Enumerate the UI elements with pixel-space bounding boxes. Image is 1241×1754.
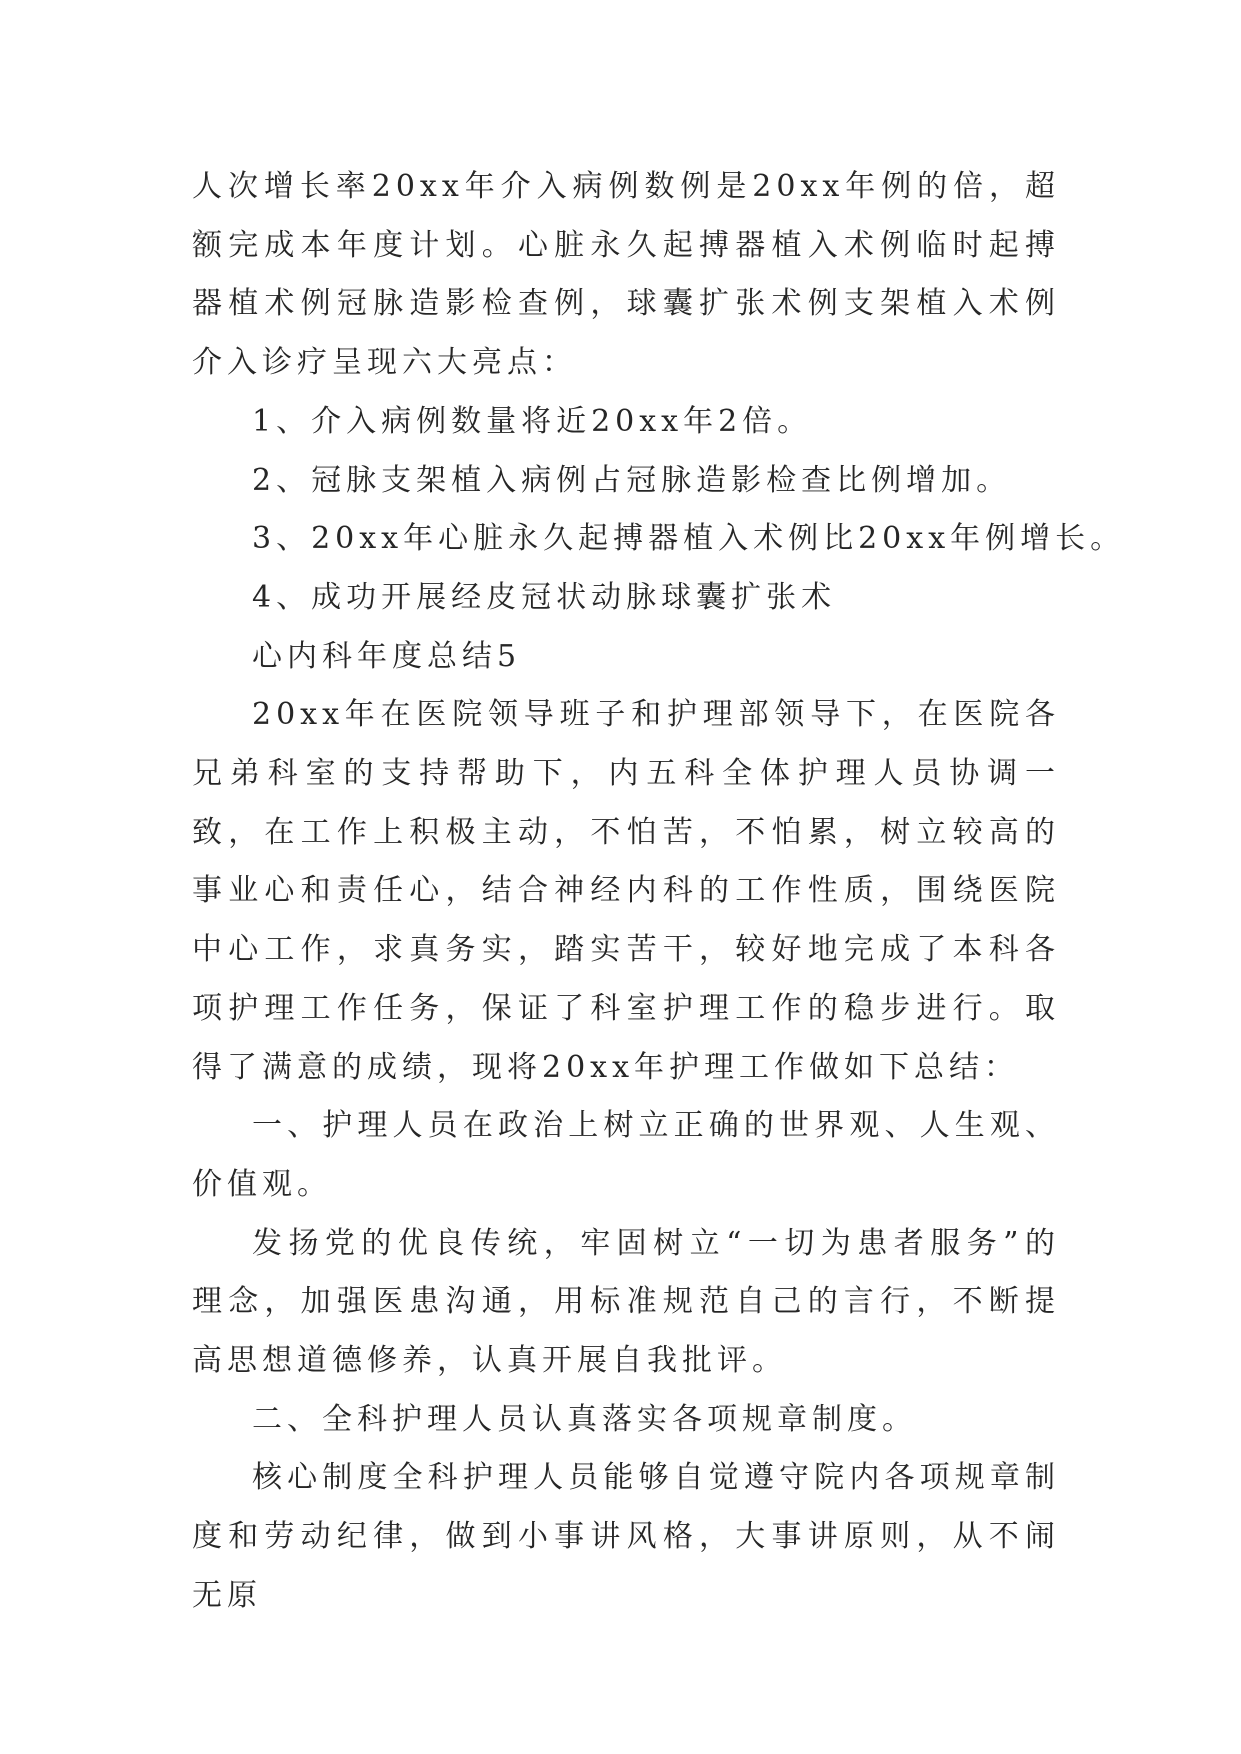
list-item-2: 2、冠脉支架植入病例占冠脉造影检查比例增加。: [252, 462, 1012, 498]
document-body: [192, 158, 1126, 1626]
list-item-3: 3、20xx年心脏永久起搏器植入术例比20xx年例增长。: [252, 521, 1126, 557]
paragraph-party-tradition: 发扬党的优良传统，牢固树立“一切为患者服务”的理念，加强医患沟通，用标准规范自己的言行，不断提高思想道德修养，认真开展自我批评。: [192, 1225, 1060, 1379]
section-heading: 心内科年度总结5: [252, 638, 522, 674]
paragraph-core-rules: 核心制度全科护理人员能够自觉遵守院内各项规章制度和劳动纪律，做到小事讲风格，大事讲原则，从不闹无原: [192, 1460, 1060, 1613]
list-item-4: 4、成功开展经皮冠状动脉球囊扩张术: [252, 579, 837, 615]
paragraph-point-2: 二、全科护理人员认真落实各项规章制度。: [252, 1401, 917, 1437]
paragraph-intro: 20xx年在医院领导班子和护理部领导下，在医院各兄弟科室的支持帮助下，内五科全体护理人员协调一致，在工作上积极主动，不怕苦，不怕累，树立较高的事业心和责任心，结合神经内科的工作性质，围绕医院中心工作，求真务实，踏实苦干，较好地完成了本科各项护理工作任务，保证了科室护理工作的稳步进行。取得了满意的成绩，现将20xx年护理工作做如下总结：: [192, 697, 1060, 1085]
paragraph-point-1: 一、护理人员在政治上树立正确的世界观、人生观、价值观。: [192, 1108, 1060, 1202]
paragraph-intervention-summary: 人次增长率20xx年介入病例数例是20xx年例的倍，超额完成本年度计划。心脏永久起搏器植入术例临时起搏器植术例冠脉造影检查例，球囊扩张术例支架植入术例介入诊疗呈现六大亮点：: [192, 169, 1060, 381]
list-item-1: 1、介入病例数量将近20xx年2倍。: [252, 403, 813, 439]
